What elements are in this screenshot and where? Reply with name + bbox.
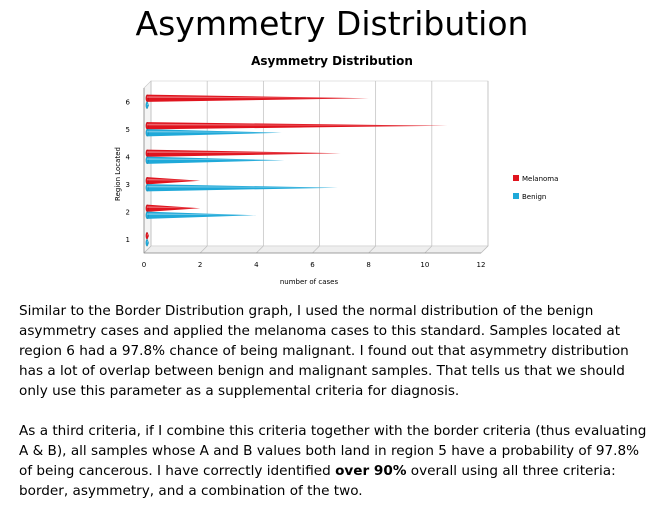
legend-swatch-benign — [513, 193, 519, 199]
bar-base-melanoma — [146, 232, 149, 239]
bar-base-benign — [146, 102, 149, 109]
body-paragraph-1: Similar to the Border Distribution graph, I used the normal distribution of the benign asymmetry cases and applied the melanoma cases to this standard. Samples located at region 6 had a 97.8% chance of being malignant. I found out that asymmetry distribution has a lot of overlap between benign and malignant samples. That tells us that we should only use this parameter as a supplemental criteria for diagnosis. — [19, 303, 629, 399]
slide-title: Asymmetry Distribution — [135, 4, 529, 43]
x-tick-label: 2 — [197, 261, 203, 269]
paragraph-2-highlight: over 90% — [335, 463, 407, 479]
y-tick-label: 2 — [125, 208, 130, 217]
x-tick-label: 10 — [420, 261, 430, 269]
bar-base-melanoma — [146, 122, 149, 129]
legend-label-benign: Benign — [522, 193, 547, 201]
bar-base-benign — [146, 239, 149, 246]
y-tick-label: 3 — [125, 180, 130, 189]
bar-base-benign — [146, 157, 149, 164]
bar-base-benign — [146, 129, 149, 136]
legend-swatch-melanoma — [513, 175, 519, 181]
bar-base-benign — [146, 184, 149, 191]
x-tick-label: 6 — [310, 261, 315, 269]
x-axis-title: number of cases — [279, 278, 339, 286]
chart-title: Asymmetry Distribution — [251, 54, 413, 68]
paragraph-2-text-end: overall using all three criteria: border, asymmetry, and a combination of the two. — [19, 463, 616, 499]
y-axis-title: Region Located — [114, 147, 122, 201]
chart-legend — [513, 175, 558, 201]
x-tick-label: 12 — [476, 261, 486, 269]
y-tick-label: 4 — [125, 153, 130, 162]
bar-base-melanoma — [146, 177, 149, 184]
y-tick-label: 1 — [125, 235, 130, 244]
y-tick-label: 6 — [125, 98, 130, 107]
x-tick-label: 0 — [141, 261, 147, 269]
x-tick-label: 8 — [366, 261, 371, 269]
body-paragraph-2 — [19, 421, 649, 501]
bar-base-benign — [146, 212, 149, 219]
asymmetry-distribution-chart — [110, 46, 610, 286]
legend-label-melanoma: Melanoma — [522, 175, 559, 183]
bar-base-melanoma — [146, 150, 149, 157]
y-tick-label: 5 — [125, 125, 130, 134]
paragraph-2-text-start: As a third criteria, if I combine this criteria together with the border criteria (thus evaluating A & B), all samples whose A and B values both land in region 5 have a probability of 97.8% of being cancerous. I have correctly identified — [19, 423, 647, 479]
bar-base-melanoma — [146, 205, 149, 212]
bar-base-melanoma — [146, 95, 149, 102]
x-tick-label: 4 — [254, 261, 259, 269]
